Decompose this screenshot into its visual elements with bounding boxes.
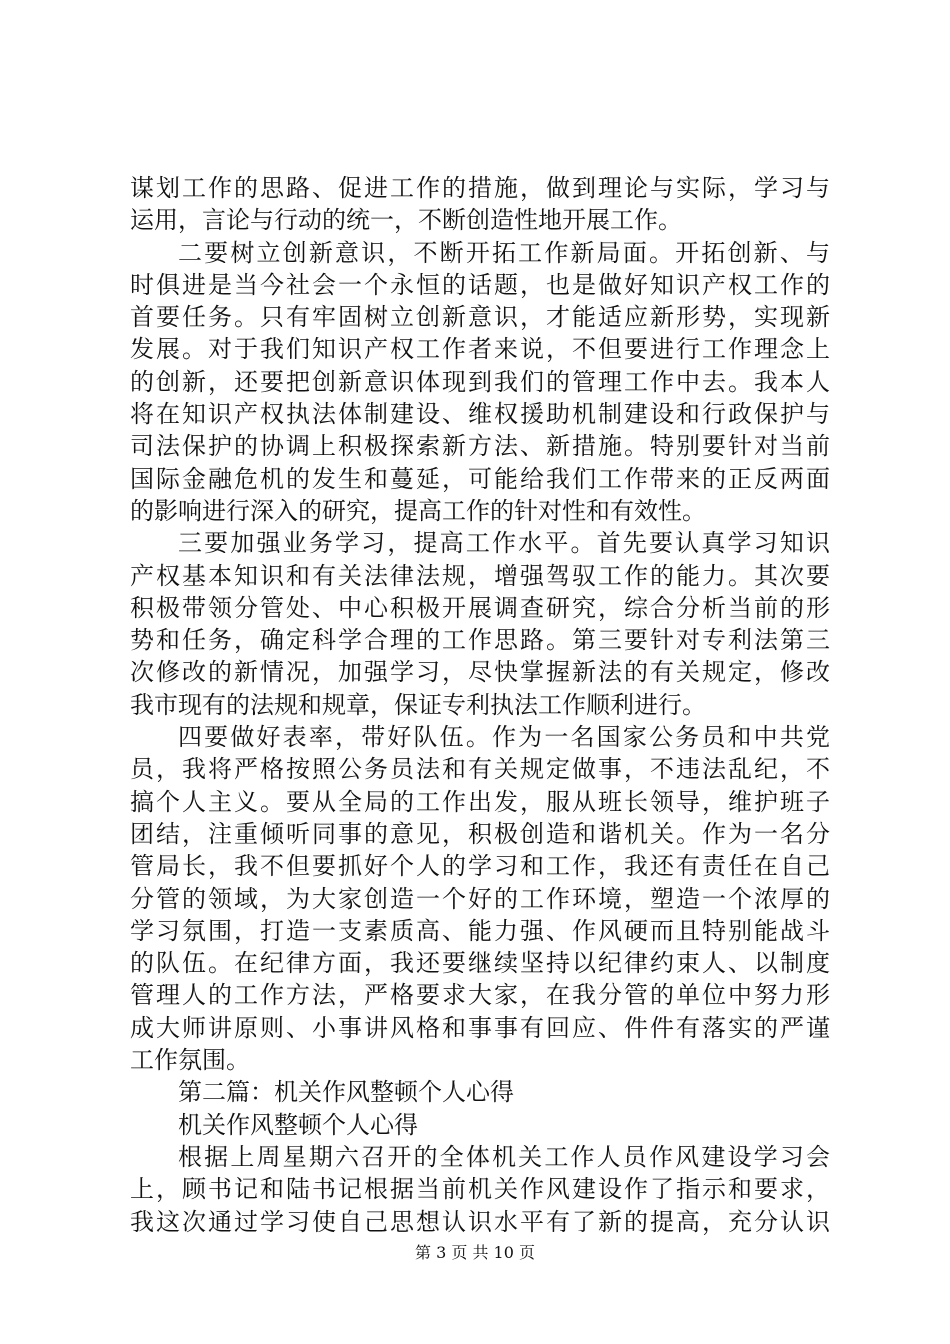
document-body [130, 172, 830, 1238]
text-line: 分管的领域，为大家创造一个好的工作环境，塑造一个浓厚的 [130, 884, 830, 913]
text-line: 学习氛围，打造一支素质高、能力强、作风硬而且特别能战斗 [130, 916, 830, 945]
text-line: 发展。对于我们知识产权工作者来说，不但要进行工作理念上 [130, 335, 830, 364]
text-line: 管局长，我不但要抓好个人的学习和工作，我还有责任在自己 [130, 852, 830, 881]
text-line: 第二篇：机关作风整顿个人心得 [178, 1078, 514, 1107]
text-line: 上，顾书记和陆书记根据当前机关作风建设作了指示和要求， [130, 1175, 830, 1204]
text-line: 根据上周星期六召开的全体机关工作人员作风建设学习会 [178, 1142, 830, 1171]
text-line: 运用，言论与行动的统一，不断创造性地开展工作。 [130, 206, 682, 235]
text-line: 三要加强业务学习，提高工作水平。首先要认真学习知识 [178, 529, 830, 558]
text-line: 势和任务，确定科学合理的工作思路。第三要针对专利法第三 [130, 626, 830, 655]
text-line: 员，我将严格按照公务员法和有关规定做事，不违法乱纪，不 [130, 755, 830, 784]
text-line: 次修改的新情况，加强学习，尽快掌握新法的有关规定，修改 [130, 658, 830, 687]
text-line: 谋划工作的思路、促进工作的措施，做到理论与实际，学习与 [130, 174, 830, 202]
text-line: 的影响进行深入的研究，提高工作的针对性和有效性。 [130, 496, 706, 525]
text-line: 司法保护的协调上积极探索新方法、新措施。特别要针对当前 [130, 432, 830, 461]
text-line: 管理人的工作方法，严格要求大家，在我分管的单位中努力形 [130, 981, 830, 1010]
text-line: 我市现有的法规和规章，保证专利执法工作顺利进行。 [130, 690, 706, 719]
text-line: 产权基本知识和有关法律法规，增强驾驭工作的能力。其次要 [130, 561, 830, 590]
text-line: 四要做好表率，带好队伍。作为一名国家公务员和中共党 [178, 723, 830, 752]
text-line: 国际金融危机的发生和蔓延，可能给我们工作带来的正反两面 [130, 464, 830, 493]
text-line: 团结，注重倾听同事的意见，积极创造和谐机关。作为一名分 [130, 819, 830, 848]
text-line: 成大师讲原则、小事讲风格和事事有回应、件件有落实的严谨 [130, 1013, 830, 1042]
text-line: 时俱进是当今社会一个永恒的话题，也是做好知识产权工作的 [130, 270, 830, 299]
text-line: 我这次通过学习使自己思想认识水平有了新的提高，充分认识 [130, 1207, 830, 1236]
text-line: 将在知识产权执法体制建设、维权援助机制建设和行政保护与 [130, 400, 830, 429]
text-line: 积极带领分管处、中心积极开展调查研究，综合分析当前的形 [130, 593, 830, 622]
text-line: 工作氛围。 [130, 1046, 250, 1075]
text-line: 机关作风整顿个人心得 [178, 1110, 418, 1139]
text-line: 搞个人主义。要从全局的工作出发，服从班长领导，维护班子 [130, 787, 830, 816]
text-line: 的创新，还要把创新意识体现到我们的管理工作中去。我本人 [130, 367, 830, 396]
text-line: 首要任务。只有牢固树立创新意识，才能适应新形势，实现新 [130, 303, 830, 332]
page-footer: 第 3 页 共 10 页 [415, 1243, 535, 1262]
text-line: 二要树立创新意识，不断开拓工作新局面。开拓创新、与 [178, 238, 830, 267]
text-line: 的队伍。在纪律方面，我还要继续坚持以纪律约束人、以制度 [130, 949, 830, 978]
